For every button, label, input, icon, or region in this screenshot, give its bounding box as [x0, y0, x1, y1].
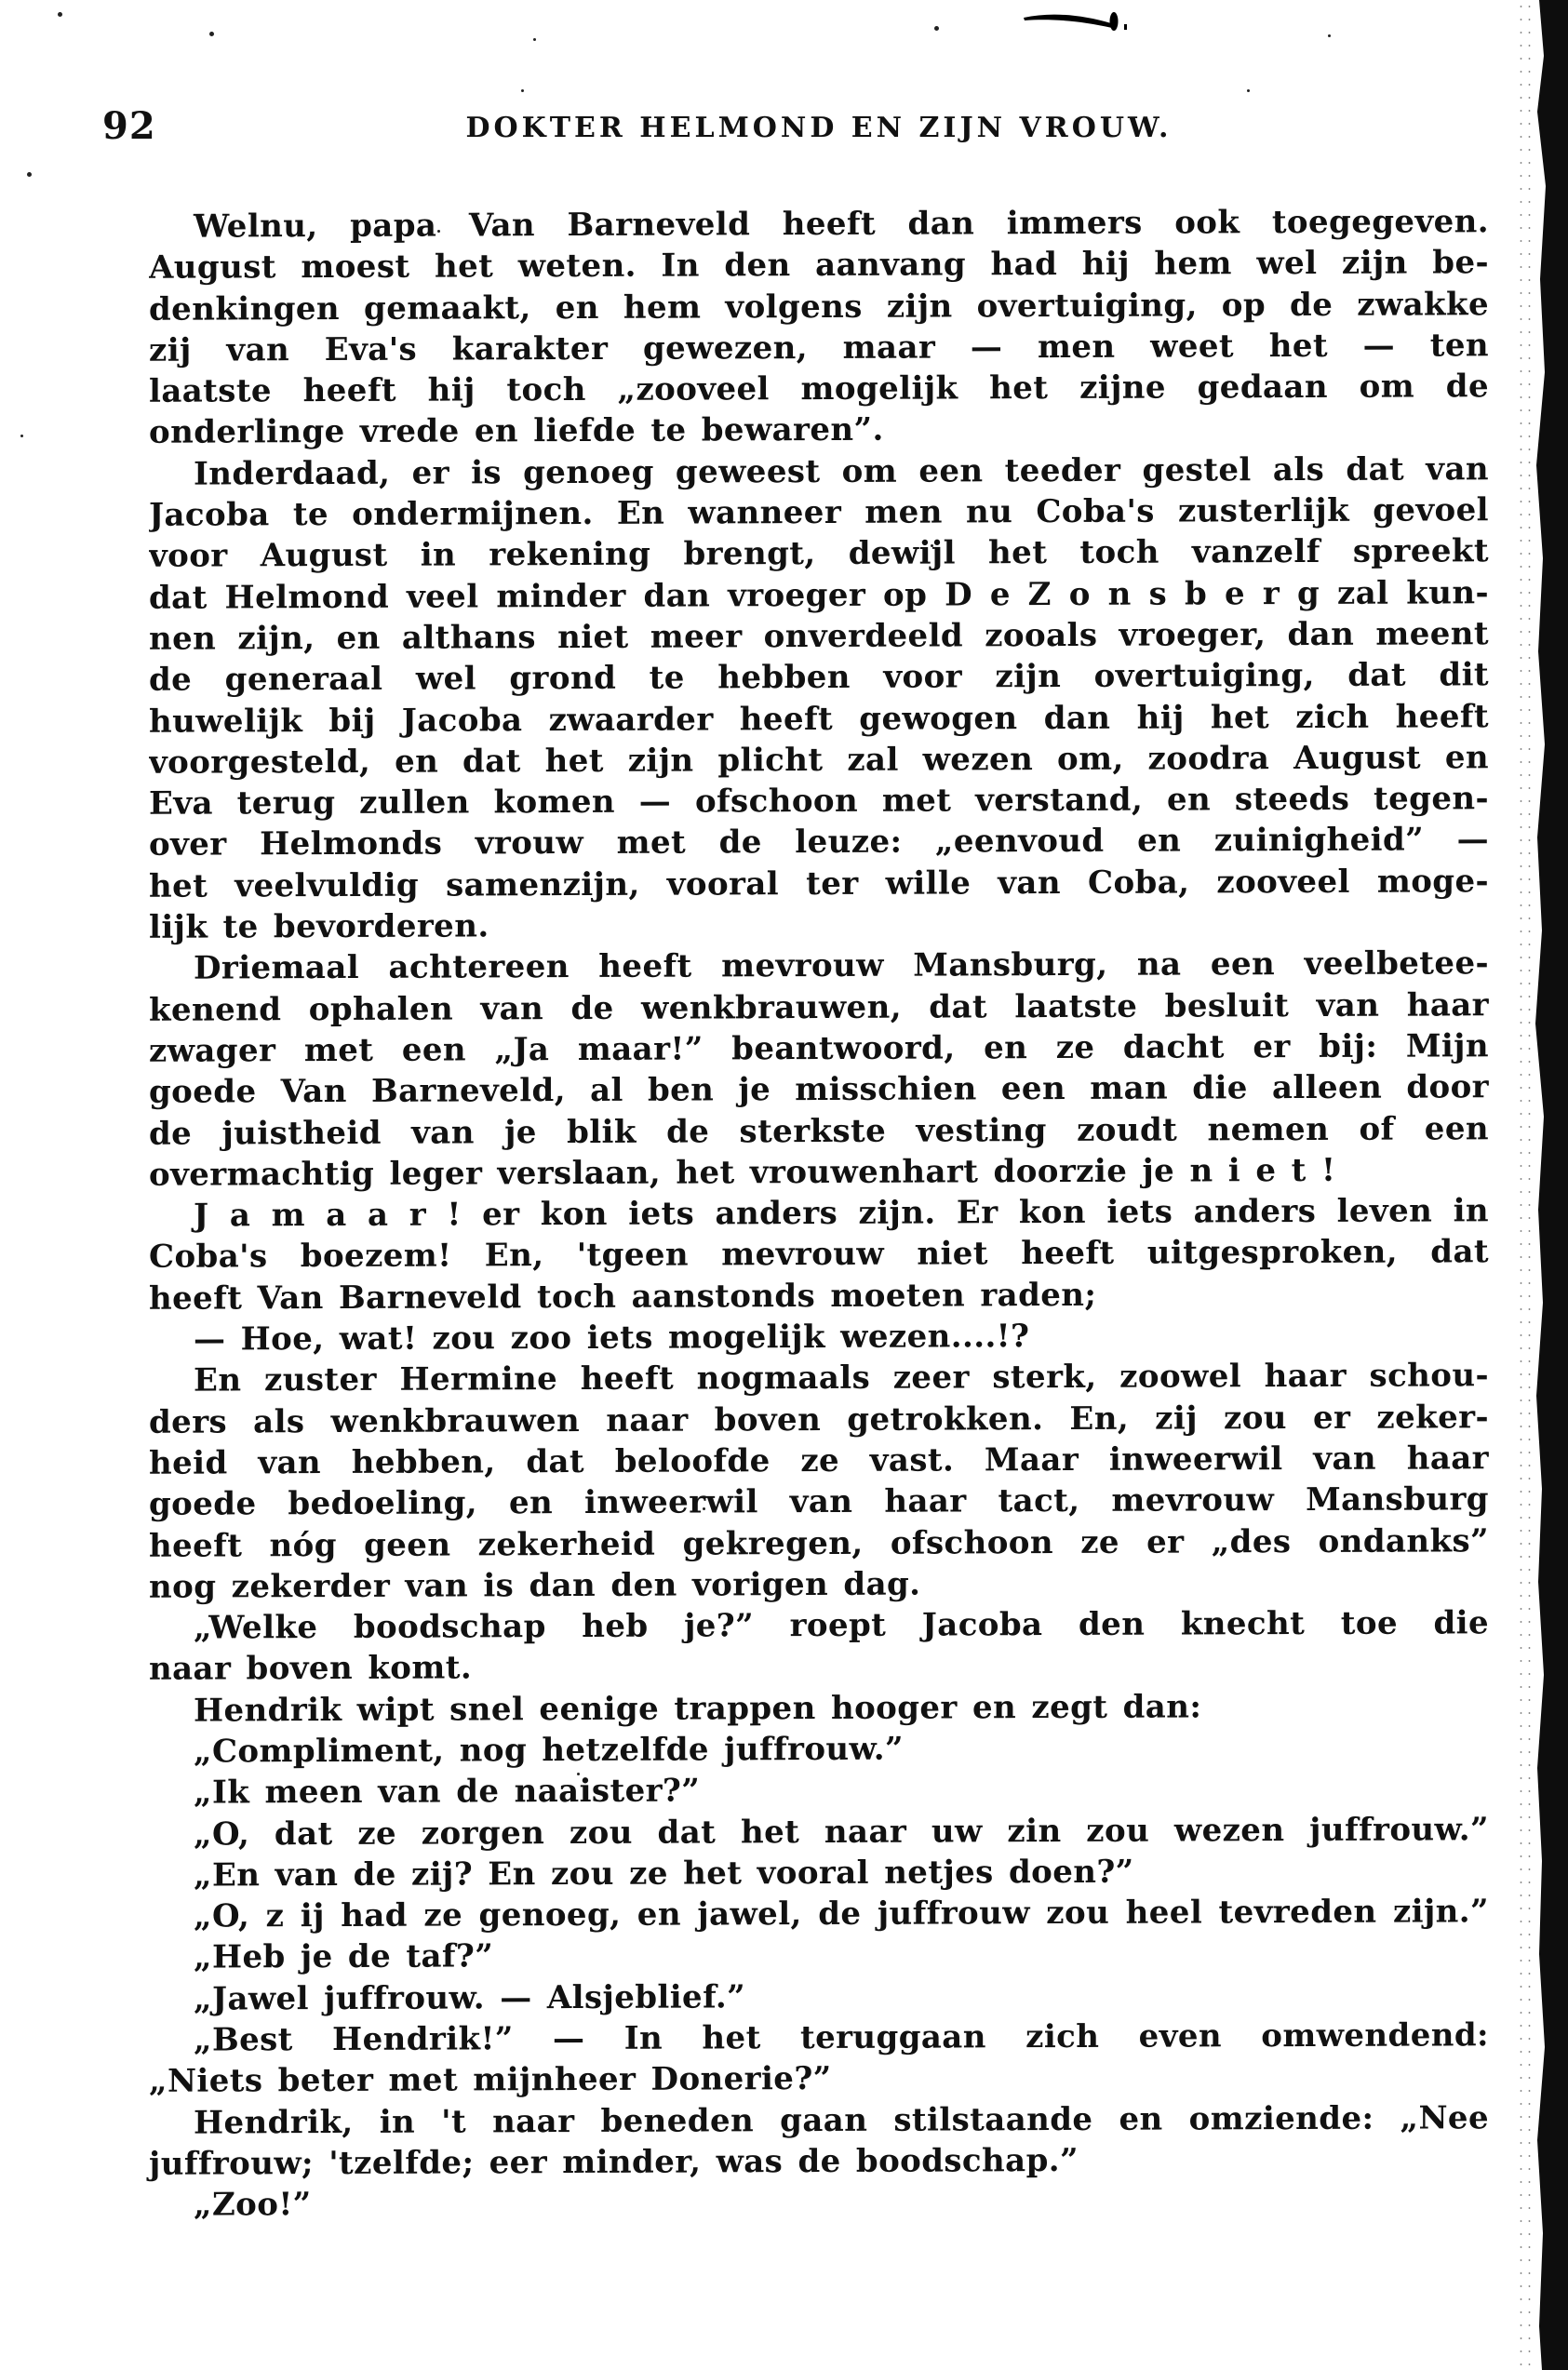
text-line: „Zoo!” [194, 2186, 312, 2224]
ink-specks [0, 0, 3, 3]
text-line: Welnu, papa Van Barneveld heeft dan immers ook toegegeven. [194, 203, 1489, 246]
text-line: heeft nóg geen zekerheid gekregen, ofschoon ze er „des ondanks” [149, 1521, 1489, 1565]
text-line: huwelijk bij Jacoba zwaarder heeft gewogen dan hij het zich heeft [149, 697, 1489, 741]
text-line: Eva terug zullen komen — ofschoon met verstand, en steeds tegen- [149, 780, 1489, 823]
text-line: voor August in rekening brengt, dewijl het toch vanzelf spreekt [149, 532, 1489, 576]
text-line: Inderdaad, er is genoeg geweest om een teeder gestel als dat van [194, 450, 1489, 493]
text-line: dat Helmond veel minder dan vroeger op D e Z o n s b e r g zal kun- [149, 573, 1489, 617]
body-text [149, 201, 1489, 2226]
text-line: nen zijn, en althans niet meer onverdeeld zooals vroeger, dan meent [149, 615, 1489, 658]
text-line: overmachtig leger verslaan, het vrouwenhart doorzie je n i e t ! [149, 1151, 1336, 1194]
scan-edge-noise [1517, 0, 1534, 2370]
text-line: het veelvuldig samenzijn, vooral ter wille van Coba, zooveel moge- [149, 862, 1489, 905]
text-line: „Compliment, nog hetzelfde juffrouw.” [194, 1730, 904, 1771]
text-line: J a m a a r ! er kon iets anders zijn. Er kon iets anders leven in [194, 1192, 1489, 1235]
text-line: heeft Van Barneveld toch aanstonds moeten raden; [149, 1276, 1097, 1318]
scan-edge-shadow [1531, 0, 1568, 2370]
text-line: „O, dat ze zorgen zou dat het naar uw zin zou wezen juffrouw.” [194, 1810, 1489, 1854]
page-number: 92 [102, 104, 156, 148]
running-title: DOKTER HELMOND EN ZIJN VROUW. [465, 112, 1173, 144]
text-line: — Hoe, wat! zou zoo iets mogelijk wezen....!? [194, 1318, 1030, 1359]
text-line: „Jawel juffrouw. — Alsjeblief.” [194, 1978, 746, 2018]
text-line: Coba's boezem! En, 'tgeen mevrouw niet heeft uitgesproken, dat [149, 1233, 1489, 1277]
text-line: „Ik meen van de naaister?” [194, 1772, 701, 1812]
text-line: de generaal wel grond te hebben voor zijn overtuiging, dat dit [149, 656, 1489, 700]
text-line: En zuster Hermine heeft nogmaals zeer sterk, zoowel haar schou- [194, 1357, 1489, 1399]
text-line: juffrouw; 'tzelfde; eer minder, was de boodschap.” [149, 2141, 1079, 2183]
text-line: naar boven komt. [149, 1649, 473, 1689]
text-line: Hendrik, in 't naar beneden gaan stilstaande en omziende: „Nee [194, 2098, 1489, 2142]
text-line: August moest het weten. In den aanvang had hij hem wel zijn be- [149, 244, 1489, 288]
text-line: zwager met een „Ja maar!” beantwoord, en ze dacht er bij: Mijn [149, 1027, 1489, 1070]
text-line: „Niets beter met mijnheer Donerie?” [149, 2060, 832, 2101]
text-line: „Heb je de taf?” [194, 1937, 494, 1977]
text-line: Hendrik wipt snel eenige trappen hooger en zegt dan: [194, 1688, 1202, 1730]
text-line: „Best Hendrik!” — In het teruggaan zich even omwendend: [194, 2016, 1489, 2059]
text-line: denkingen gemaakt, en hem volgens zijn overtuiging, op de zwakke [149, 285, 1489, 328]
text-line: ders als wenkbrauwen naar boven getrokken. En, zij zou er zeker- [149, 1398, 1489, 1441]
text-line: goede Van Barneveld, al ben je misschien een man die alleen door [149, 1068, 1489, 1111]
text-line: zij van Eva's karakter gewezen, maar — men weet het — ten [149, 327, 1489, 369]
text-line: heid van hebben, dat beloofde ze vast. Maar inweerwil van haar [149, 1439, 1489, 1482]
text-line: Jacoba te ondermijnen. En wanneer men nu Coba's zusterlijk gevoel [149, 491, 1489, 534]
text-line: Driemaal achtereen heeft mevrouw Mansburg, na een veelbetee- [194, 944, 1489, 987]
text-line: laatste heeft hij toch „zooveel mogelijk het zijne gedaan om de [149, 368, 1489, 410]
text-line: de juistheid van je blik de sterkste vesting zoudt nemen of een [149, 1109, 1489, 1153]
text-line: kenend ophalen van de wenkbrauwen, dat laatste besluit van haar [149, 985, 1489, 1029]
text-line: lijk te bevorderen. [149, 907, 489, 946]
text-line: goede bedoeling, en inweerwil van haar tact, mevrouw Mansburg [149, 1480, 1489, 1523]
text-line: nog zekerder van is dan den vorigen dag. [149, 1565, 921, 1606]
pen-stroke-mark [1022, 9, 1138, 41]
text-line: „O, z ij had ze genoeg, en jawel, de juffrouw zou heel tevreden zijn.” [194, 1893, 1489, 1935]
text-line: „Welke boodschap heb je?” roept Jacoba den knecht toe die [194, 1604, 1489, 1647]
text-line: voorgesteld, en dat het zijn plicht zal wezen om, zoodra August en [149, 739, 1489, 782]
text-line: „En van de zij? En zou ze het vooral netjes doen?” [194, 1853, 1134, 1895]
text-line: onderlinge vrede en liefde te bewaren”. [149, 411, 884, 452]
text-line: over Helmonds vrouw met de leuze: „eenvoud en zuinigheid” — [149, 821, 1489, 864]
